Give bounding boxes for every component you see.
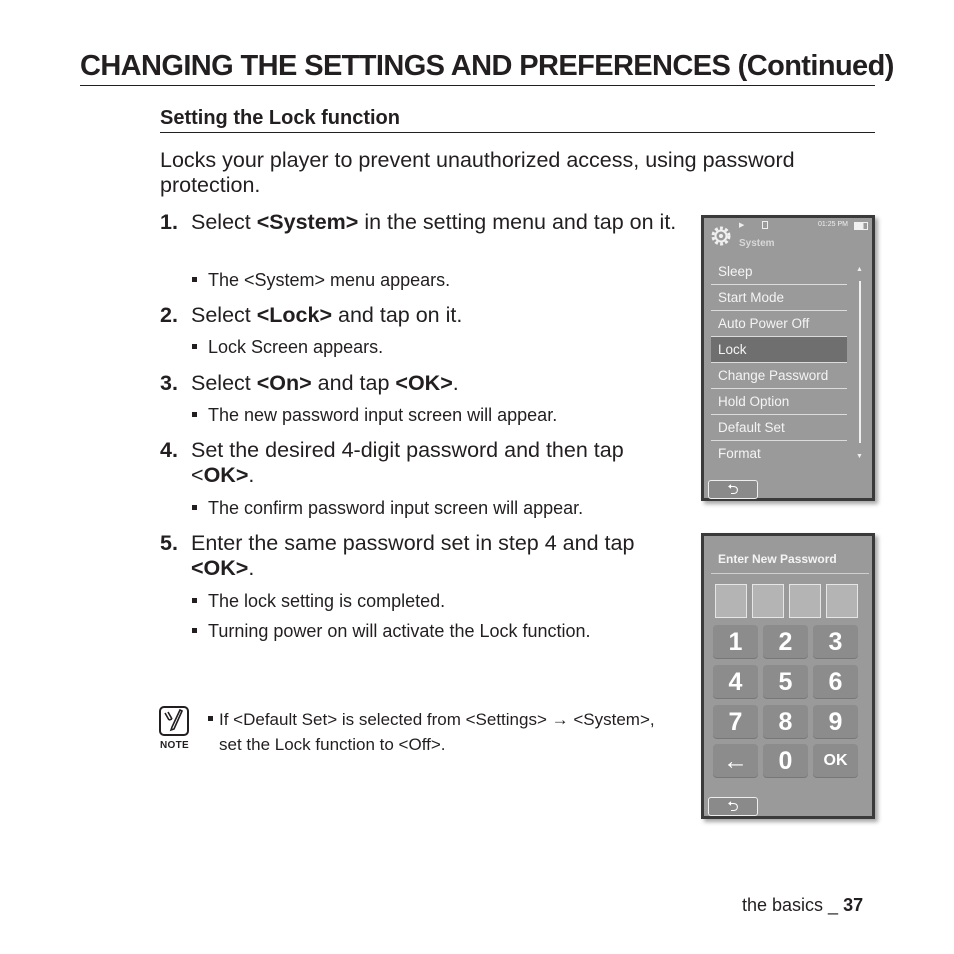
step-4-bullet: The confirm password input screen will appear. — [192, 497, 583, 519]
key-6[interactable]: 6 — [813, 665, 858, 699]
key-0[interactable]: 0 — [763, 744, 808, 778]
back-arrow-icon: ⮌ — [727, 481, 739, 497]
page-footer: the basics _ 37 — [742, 895, 864, 915]
section-title: Setting the Lock function — [160, 107, 875, 133]
step-number: 1. — [160, 210, 178, 234]
back-button[interactable] — [708, 480, 758, 499]
step-number: 4. — [160, 438, 178, 462]
bullet-icon — [208, 716, 213, 721]
screen-header — [704, 218, 872, 258]
clock: 01:25 PM — [818, 221, 848, 228]
note-text: If <Default Set> is selected from <Settings> → <System>, set the Lock function to <Off>. — [219, 710, 655, 754]
back-button[interactable] — [708, 797, 758, 816]
step-1 — [160, 210, 680, 235]
bullet-icon — [192, 598, 197, 603]
note-icon — [159, 706, 189, 736]
key-8[interactable]: 8 — [763, 705, 808, 739]
menu-item-sleep[interactable]: Sleep — [711, 259, 847, 285]
step-3 — [160, 371, 680, 396]
backspace-key[interactable]: ← — [713, 744, 758, 778]
system-menu-screen — [701, 215, 875, 501]
bullet-icon — [192, 412, 197, 417]
screen-title: System — [739, 238, 775, 249]
key-5[interactable]: 5 — [763, 665, 808, 699]
battery-icon — [854, 222, 868, 230]
password-digit-2 — [752, 584, 784, 618]
step-text: Select <Lock> and tap on it. — [191, 303, 463, 327]
key-3[interactable]: 3 — [813, 625, 858, 659]
back-arrow-icon: ⮌ — [727, 798, 739, 814]
key-2[interactable]: 2 — [763, 625, 808, 659]
bullet-icon — [192, 505, 197, 510]
bullet-icon — [192, 344, 197, 349]
page-number: 37 — [843, 895, 864, 915]
step-text: Enter the same password set in step 4 and tap <OK>. — [191, 531, 635, 580]
step-3-bullet: The new password input screen will appear. — [192, 404, 557, 426]
note-label: NOTE — [160, 740, 189, 751]
bullet-icon — [192, 628, 197, 633]
gear-icon — [709, 224, 733, 248]
menu-item-auto-power-off[interactable]: Auto Power Off — [711, 311, 847, 337]
scroll-down-icon[interactable]: ▼ — [856, 453, 863, 460]
key-9[interactable]: 9 — [813, 705, 858, 739]
step-2 — [160, 303, 680, 328]
step-5-bullet-1: The lock setting is completed. — [192, 590, 445, 612]
password-digit-4 — [826, 584, 858, 618]
key-7[interactable]: 7 — [713, 705, 758, 739]
key-4[interactable]: 4 — [713, 665, 758, 699]
step-1-bullet: The <System> menu appears. — [192, 269, 450, 291]
play-icon: ▶ — [739, 222, 745, 229]
intro-text: Locks your player to prevent unauthorized access, using password protection. — [160, 148, 795, 197]
step-text: Select <On> and tap <OK>. — [191, 371, 459, 395]
step-5-bullet-2: Turning power on will activate the Lock function. — [192, 620, 591, 642]
step-text: Set the desired 4-digit password and then tap <OK>. — [191, 438, 624, 487]
step-text: Select <System> in the setting menu and tap on it. — [191, 210, 677, 234]
scroll-up-icon[interactable]: ▲ — [856, 266, 863, 273]
page-title: CHANGING THE SETTINGS AND PREFERENCES (Continued) — [80, 50, 875, 86]
step-2-bullet: Lock Screen appears. — [192, 336, 383, 358]
menu-item-start-mode[interactable]: Start Mode — [711, 285, 847, 311]
step-number: 2. — [160, 303, 178, 327]
ok-key[interactable]: OK — [813, 744, 858, 778]
password-digit-3 — [789, 584, 821, 618]
menu-item-change-password[interactable]: Change Password — [711, 363, 847, 389]
password-screen — [701, 533, 875, 819]
screen-title: Enter New Password — [718, 552, 837, 566]
menu-item-default-set[interactable]: Default Set — [711, 415, 847, 441]
step-5 — [160, 531, 680, 581]
menu-item-hold-option[interactable]: Hold Option — [711, 389, 847, 415]
step-number: 5. — [160, 531, 178, 555]
scrollbar[interactable] — [859, 281, 861, 443]
menu-list — [711, 259, 847, 466]
step-number: 3. — [160, 371, 178, 395]
menu-item-format[interactable]: Format — [718, 446, 761, 461]
password-digit-1 — [715, 584, 747, 618]
bullet-icon — [192, 277, 197, 282]
step-4 — [160, 438, 680, 488]
menu-item-lock[interactable]: Lock — [711, 337, 847, 363]
divider — [711, 573, 869, 574]
key-1[interactable]: 1 — [713, 625, 758, 659]
lock-icon — [762, 221, 768, 229]
